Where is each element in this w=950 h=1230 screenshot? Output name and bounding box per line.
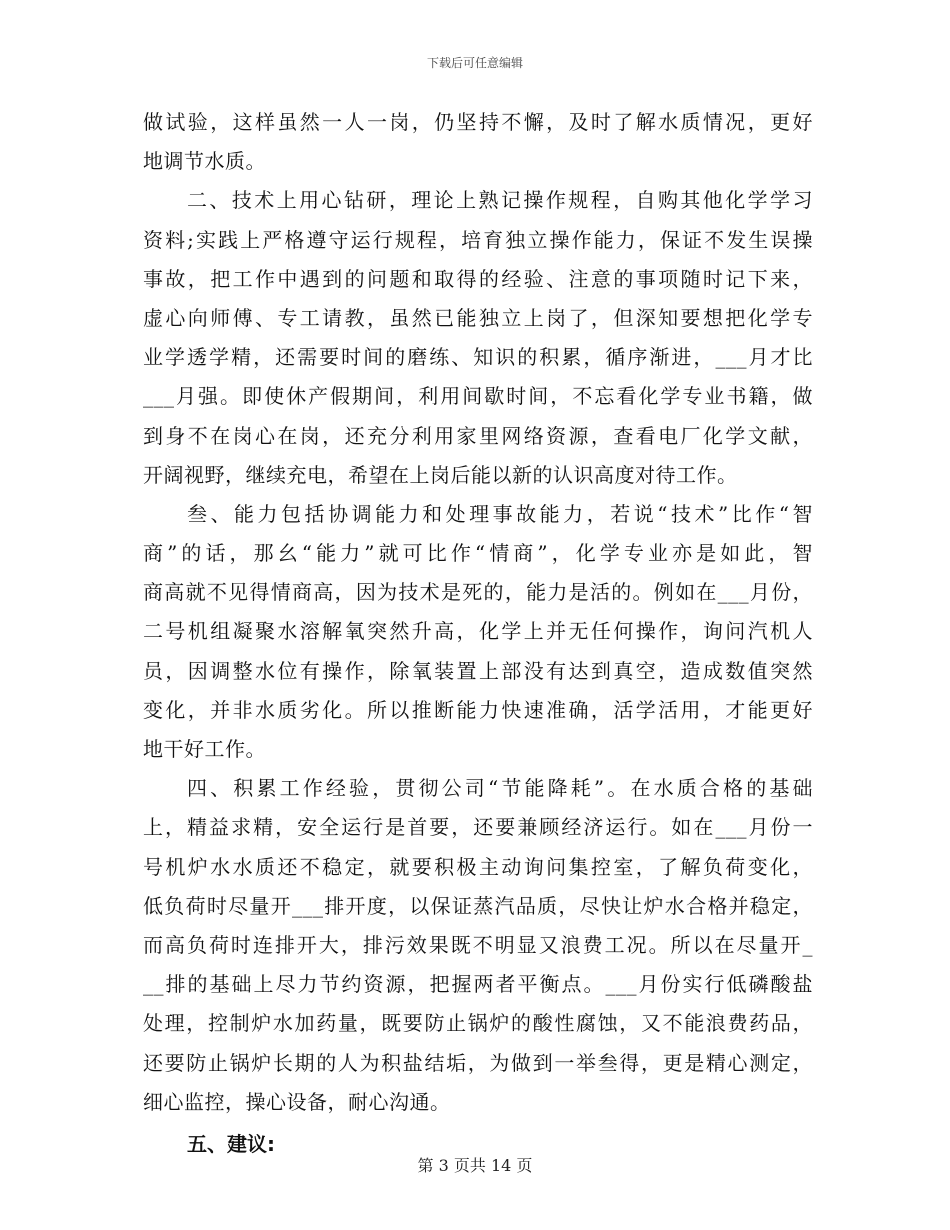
text-line-26: 细心监控，操心设备，耐心沟通。: [143, 1089, 451, 1114]
text-line-5: 事故，把工作中遇到的问题和取得的经验、注意的事项随时记下来，: [143, 266, 813, 291]
text-line-21: 低负荷时尽量开___排开度，以保证蒸汽品质，尽快让炉水合格并稳定，: [143, 893, 813, 918]
text-line-10: 开阔视野，继续充电，希望在上岗后能以新的认识高度对待工作。: [143, 462, 738, 487]
text-line-7: 业学透学精，还需要时间的磨练、知识的积累，循序渐进，___月才比: [143, 345, 813, 370]
text-line-24: 处理，控制炉水加药量，既要防止锅炉的酸性腐蚀，又不能浪费药品，: [143, 1011, 813, 1036]
text-line-12: 商”的话，那幺“能力”就可比作“情商”，化学专业亦是如此，智: [143, 541, 813, 566]
paragraph-2-start: 二、技术上用心钻研，理论上熟记操作规程，自购其他化学学习: [187, 188, 813, 213]
text-line-15: 员，因调整水位有操作，除氧装置上部没有达到真空，造成数值突然: [143, 658, 813, 683]
page-header: 下载后可任意编辑: [426, 56, 523, 70]
text-line-9: 到身不在岗心在岗，还充分利用家里网络资源，查看电厂化学文献，: [143, 423, 813, 448]
page-footer: 第 3 页共 14 页: [417, 1156, 533, 1175]
document-body: [143, 103, 813, 1164]
text-line-23: __排的基础上尽力节约资源，把握两者平衡点。___月份实行低磷酸盐: [143, 972, 813, 997]
text-line-1: 做试验，这样虽然一人一岗，仍坚持不懈，及时了解水质情况，更好: [143, 110, 813, 134]
text-line-6: 虚心向师傅、专工请教，虽然已能独立上岗了，但深知要想把化学专: [143, 305, 813, 330]
text-line-13: 商高就不见得情商高，因为技术是死的，能力是活的。例如在___月份，: [143, 580, 813, 605]
text-line-4: 资料;实践上严格遵守运行规程，培育独立操作能力，保证不发生误操: [143, 227, 813, 252]
text-line-20: 号机炉水水质还不稳定，就要积极主动询问集控室，了解负荷变化，: [143, 854, 813, 879]
text-line-19: 上，精益求精，安全运行是首要，还要兼顾经济运行。如在___月份一: [143, 815, 813, 840]
text-line-14: 二号机组凝聚水溶解氧突然升高，化学上并无任何操作，询问汽机人: [143, 619, 813, 644]
text-line-2: 地调节水质。: [143, 149, 266, 174]
text-line-8: ___月强。即使休产假期间，利用间歇时间，不忘看化学专业书籍，做: [143, 384, 813, 409]
text-line-16: 变化，并非水质劣化。所以推断能力快速准确，活学活用，才能更好: [143, 697, 813, 722]
text-line-17: 地干好工作。: [143, 737, 266, 761]
paragraph-4-start: 四、积累工作经验，贯彻公司“节能降耗”。在水质合格的基础: [187, 776, 813, 801]
text-line-22: 而高负荷时连排开大，排污效果既不明显又浪费工况。所以在尽量开_: [143, 932, 813, 957]
text-line-25: 还要防止锅炉长期的人为积盐结垢，为做到一举叁得，更是精心测定，: [143, 1050, 813, 1075]
paragraph-3-start: 叁、能力包括协调能力和处理事故能力，若说“技术”比作“智: [187, 501, 813, 526]
section-heading: 五、建议:: [187, 1131, 275, 1156]
